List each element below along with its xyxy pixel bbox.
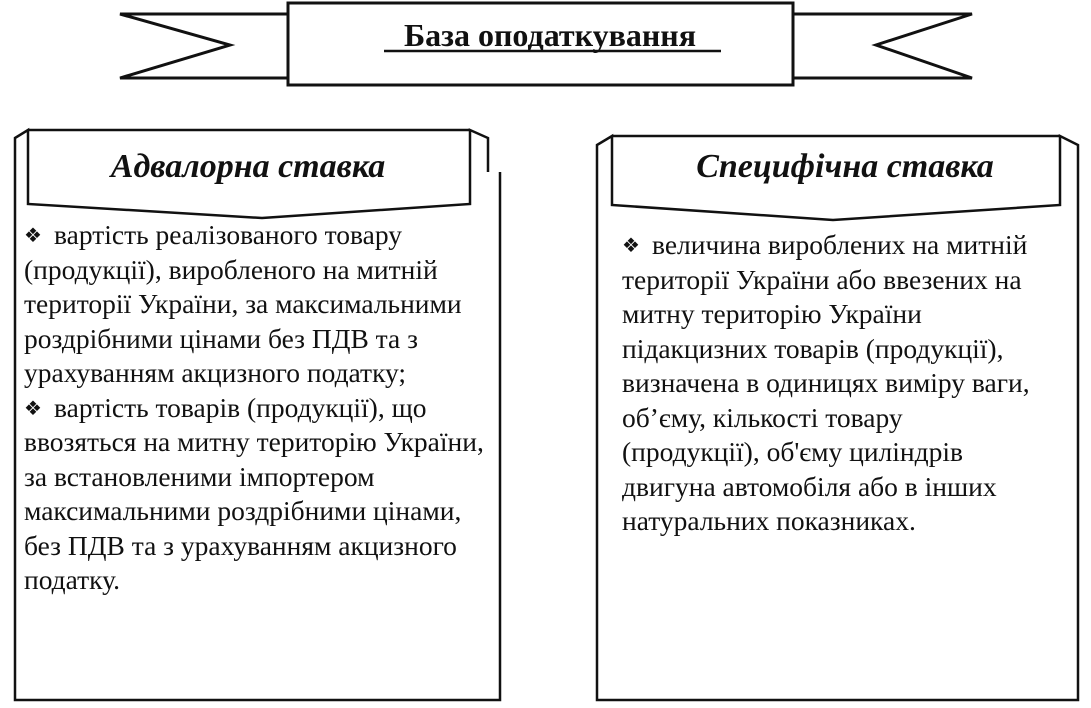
four-diamond-bullet-icon: ❖: [622, 233, 640, 257]
left-panel-content: [24, 218, 494, 598]
list-item-text: величина вироблених на митній території України або ввезених на митну територію України підакцизних товарів (продукції), визначена в одиницях виміру ваги, об’єму, кількості товару (продукції), об'єму циліндрів двигуна автомобіля або в інших натуральних показниках.: [622, 229, 1030, 536]
header-title: База оподаткування: [403, 17, 697, 53]
list-item: [622, 228, 1042, 539]
list-item: [24, 218, 494, 391]
list-item-text: вартість реалізованого товару (продукції), виробленого на митній території України, за максимальними роздрібними цінами без ПДВ та з урахуванням акцизного податку;: [24, 219, 462, 388]
left-panel-title: Адвалорна ставка: [110, 148, 386, 185]
right-panel-title: Специфічна ставка: [696, 148, 994, 185]
banner-left-tail: [120, 14, 288, 78]
four-diamond-bullet-icon: ❖: [24, 223, 42, 247]
four-diamond-bullet-icon: ❖: [24, 395, 42, 420]
list-item: [24, 391, 494, 598]
right-panel-content: [622, 228, 1042, 539]
banner-right-tail: [793, 14, 972, 78]
list-item-text: вартість товарів (продукції), що ввозяться на митну територію України, за встановленими імпортером максимальними роздрібними цінами, без ПДВ та з урахуванням акцизного податку.: [24, 391, 484, 595]
